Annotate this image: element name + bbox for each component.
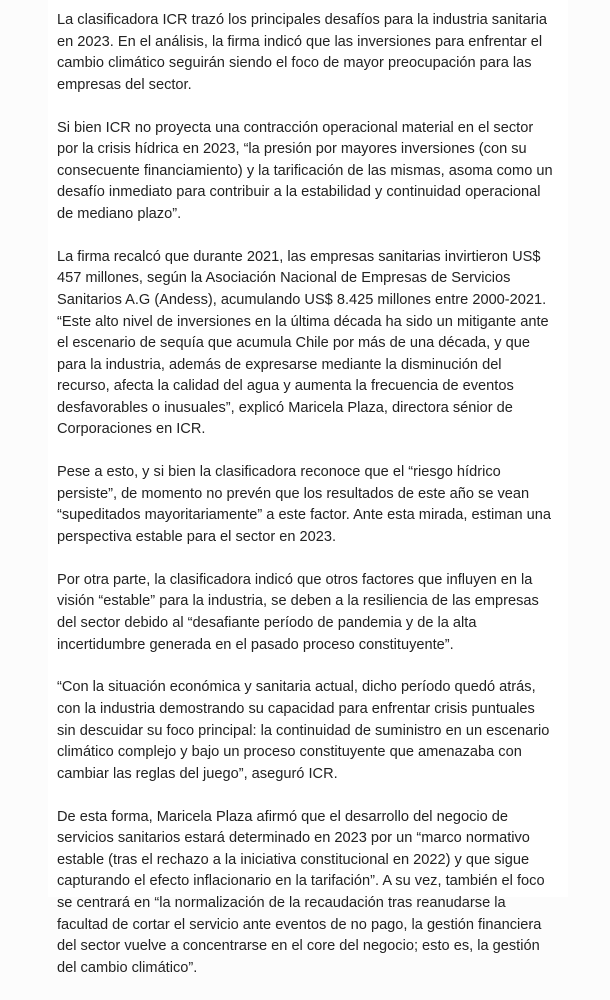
article-paragraph-1: La clasificadora ICR trazó los principales desafíos para la industria sanitaria en 2023. En el análisis, la firma indicó que las inversiones para enfrentar el cambio climático seguirán siendo el foco de mayor preocupación para las empresas del sector. [57, 12, 547, 93]
article-body [57, 10, 557, 1000]
article-paragraph-5: Por otra parte, la clasificadora indicó que otros factores que influyen en la visión “estable” para la industria, se deben a la resiliencia de las empresas del sector debido al “desafiante período de pandemia y de la alta incertidumbre generada en el pasado proceso constituyente”. [57, 571, 539, 653]
article-paragraph-7: De esta forma, Maricela Plaza afirmó que el desarrollo del negocio de servicios sanitarios estará determinado en 2023 por un “marco normativo estable (tras el rechazo a la iniciativa constitucional en 2022) y que sigue capturando el efecto inflacionario en la tarifación”. A su vez, también el foco se centrará en “la normalización de la recaudación tras reanudarse la facultad de cortar el servicio ante eventos de no pago, la gestión financiera del sector vuelve a concentrarse en el core del negocio; esto es, la gestión del cambio climático”. [57, 808, 545, 976]
article-paragraph-3: La firma recalcó que durante 2021, las empresas sanitarias invirtieron US$ 457 millones, según la Asociación Nacional de Empresas de Servicios Sanitarios A.G (Andess), acumulando US$ 8.425 millones entre 2000-2021. “Este alto nivel de inversiones en la última década ha sido un mitigante ante el escenario de sequía que acumula Chile por más de una década, y que para la industria, además de expresarse mediante la disminución del recurso, afecta la calidad del agua y aumenta la frecuencia de eventos desfavorables o inusuales”, explicó Maricela Plaza, directora sénior de Corporaciones en ICR. [57, 248, 549, 438]
article-paragraph-2: Si bien ICR no proyecta una contracción operacional material en el sector por la crisis hídrica en 2023, “la presión por mayores inversiones (con su consecuente financiamiento) y la tarificación de las mismas, asoma como un desafío inmediato para contribuir a la estabilidad y continuidad operacional de mediano plazo”. [57, 119, 553, 222]
article-page [48, 0, 568, 976]
article-paragraph-4: Pese a esto, y si bien la clasificadora reconoce que el “riesgo hídrico persiste”, de momento no prevén que los resultados de este año se vean “supeditados mayoritariamente” a este factor. Ante esta mirada, estiman una perspectiva estable para el sector en 2023. [57, 464, 552, 546]
article-paragraph-6: “Con la situación económica y sanitaria actual, dicho período quedó atrás, con la industria demostrando su capacidad para enfrentar crisis puntuales sin descuidar su foco principal: la continuidad de suministro en un escenario climático complejo y bajo un proceso constituyente que amenazaba con cambiar las reglas del juego”, aseguró ICR. [57, 679, 550, 782]
